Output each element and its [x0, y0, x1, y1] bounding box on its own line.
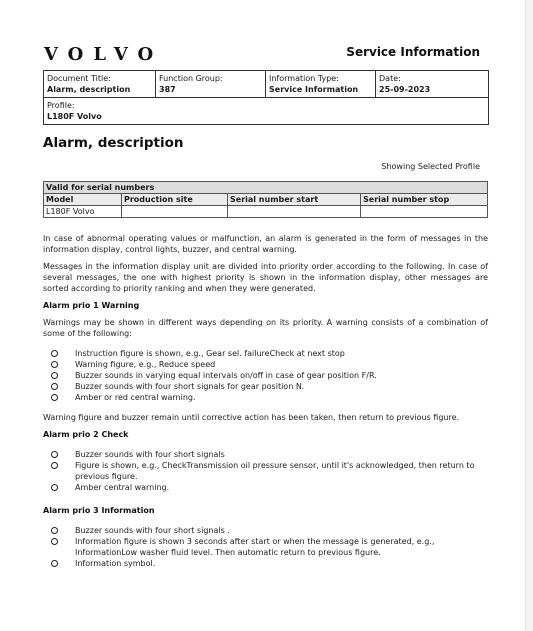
list-item-text: Buzzer sounds with four short signals — [75, 450, 225, 459]
intro-paragraph-1: In case of abnormal operating values or malfunction, an alarm is generated in the form of messages in the information display, control lights, buzzer, and central warning. — [43, 234, 488, 254]
list-item — [43, 348, 488, 359]
list-item-text: Buzzer sounds with four short signals . — [75, 526, 230, 535]
vertical-scrollbar[interactable] — [525, 0, 533, 631]
list-item — [43, 482, 488, 493]
table-cell — [122, 206, 228, 218]
date-label: Date: — [379, 74, 401, 83]
circle-bullet-icon — [51, 372, 58, 379]
list-item — [43, 525, 488, 536]
circle-bullet-icon — [51, 350, 58, 357]
circle-bullet-icon — [51, 451, 58, 458]
table-cell: L180F Volvo — [44, 206, 122, 218]
prio2-list — [43, 449, 488, 493]
volvo-logo: VOLVO — [44, 44, 164, 65]
circle-bullet-icon — [51, 560, 58, 567]
column-header-serial-start: Serial number start — [228, 194, 361, 206]
document-body — [43, 233, 488, 578]
circle-bullet-icon — [51, 394, 58, 401]
prio1-footer: Warning figure and buzzer remain until corrective action has been taken, then return to previous figure. — [43, 413, 460, 422]
serial-table-caption: Valid for serial numbers — [44, 182, 488, 194]
list-item — [43, 536, 488, 558]
table-cell — [361, 206, 488, 218]
list-item-text: Buzzer sounds with four short signals for gear position N. — [75, 382, 305, 391]
document-title-label: Document Title: — [47, 74, 111, 83]
information-type-value: Service Information — [269, 85, 359, 94]
list-item-text: Instruction figure is shown, e.g., Gear sel. failureCheck at next stop — [75, 349, 345, 358]
list-item-text: Amber or red central warning. — [75, 393, 196, 402]
prio3-heading: Alarm prio 3 Information — [43, 506, 155, 515]
circle-bullet-icon — [51, 538, 58, 545]
document-title-cell — [44, 71, 155, 97]
circle-bullet-icon — [51, 462, 58, 469]
serial-number-table — [43, 181, 488, 218]
profile-note: Showing Selected Profile — [381, 162, 480, 171]
list-item-text: Amber central warning. — [75, 483, 170, 492]
page-title: Alarm, description — [43, 135, 184, 151]
prio1-text: Warnings may be shown in different ways depending on its priority. A warning consists of a combination of some of the following: — [43, 318, 488, 338]
circle-bullet-icon — [51, 361, 58, 368]
prio3-list — [43, 525, 488, 569]
profile-cell — [44, 98, 488, 124]
circle-bullet-icon — [51, 527, 58, 534]
information-type-label: Information Type: — [269, 74, 339, 83]
prio2-heading: Alarm prio 2 Check — [43, 430, 129, 439]
table-row — [44, 206, 488, 218]
circle-bullet-icon — [51, 383, 58, 390]
list-item — [43, 392, 488, 403]
column-header-production-site: Production site — [122, 194, 228, 206]
list-item — [43, 449, 488, 460]
function-group-value: 387 — [159, 85, 176, 94]
circle-bullet-icon — [51, 484, 58, 491]
prio1-heading: Alarm prio 1 Warning — [43, 301, 140, 310]
intro-paragraph-2: Messages in the information display unit are divided into priority order according to the following. In case of several messages, the one with highest priority is shown in the information display, other messages are sorted according to priority ranking and when they were generated. — [43, 262, 488, 293]
list-item — [43, 359, 488, 370]
list-item — [43, 558, 488, 569]
date-value: 25-09-2023 — [379, 85, 431, 94]
list-item-text: Buzzer sounds in varying equal intervals on/off in case of gear position F/R. — [75, 371, 377, 380]
list-item — [43, 381, 488, 392]
prio1-list — [43, 348, 488, 403]
list-item — [43, 370, 488, 381]
table-cell — [228, 206, 361, 218]
list-item-text: Warning figure, e.g., Reduce speed — [75, 360, 216, 369]
list-item-text: Figure is shown, e.g., CheckTransmission oil pressure sensor, until it's acknowledged, then return to previous figure. — [75, 461, 475, 481]
function-group-cell — [155, 71, 265, 97]
document-title-value: Alarm, description — [47, 85, 131, 94]
function-group-label: Function Group: — [159, 74, 223, 83]
list-item — [43, 460, 488, 482]
column-header-serial-stop: Serial number stop — [361, 194, 488, 206]
profile-value: L180F Volvo — [47, 112, 102, 121]
date-cell — [375, 71, 488, 97]
list-item-text: Information symbol. — [75, 559, 156, 568]
profile-label: Profile: — [47, 101, 75, 110]
document-meta-table — [43, 70, 489, 125]
information-type-cell — [265, 71, 375, 97]
column-header-model: Model — [44, 194, 122, 206]
document-type-heading: Service Information — [346, 45, 480, 59]
list-item-text: Information figure is shown 3 seconds after start or when the message is generated, e.g., InformationLow washer fluid level. Then automatic return to previous figure. — [75, 537, 435, 557]
